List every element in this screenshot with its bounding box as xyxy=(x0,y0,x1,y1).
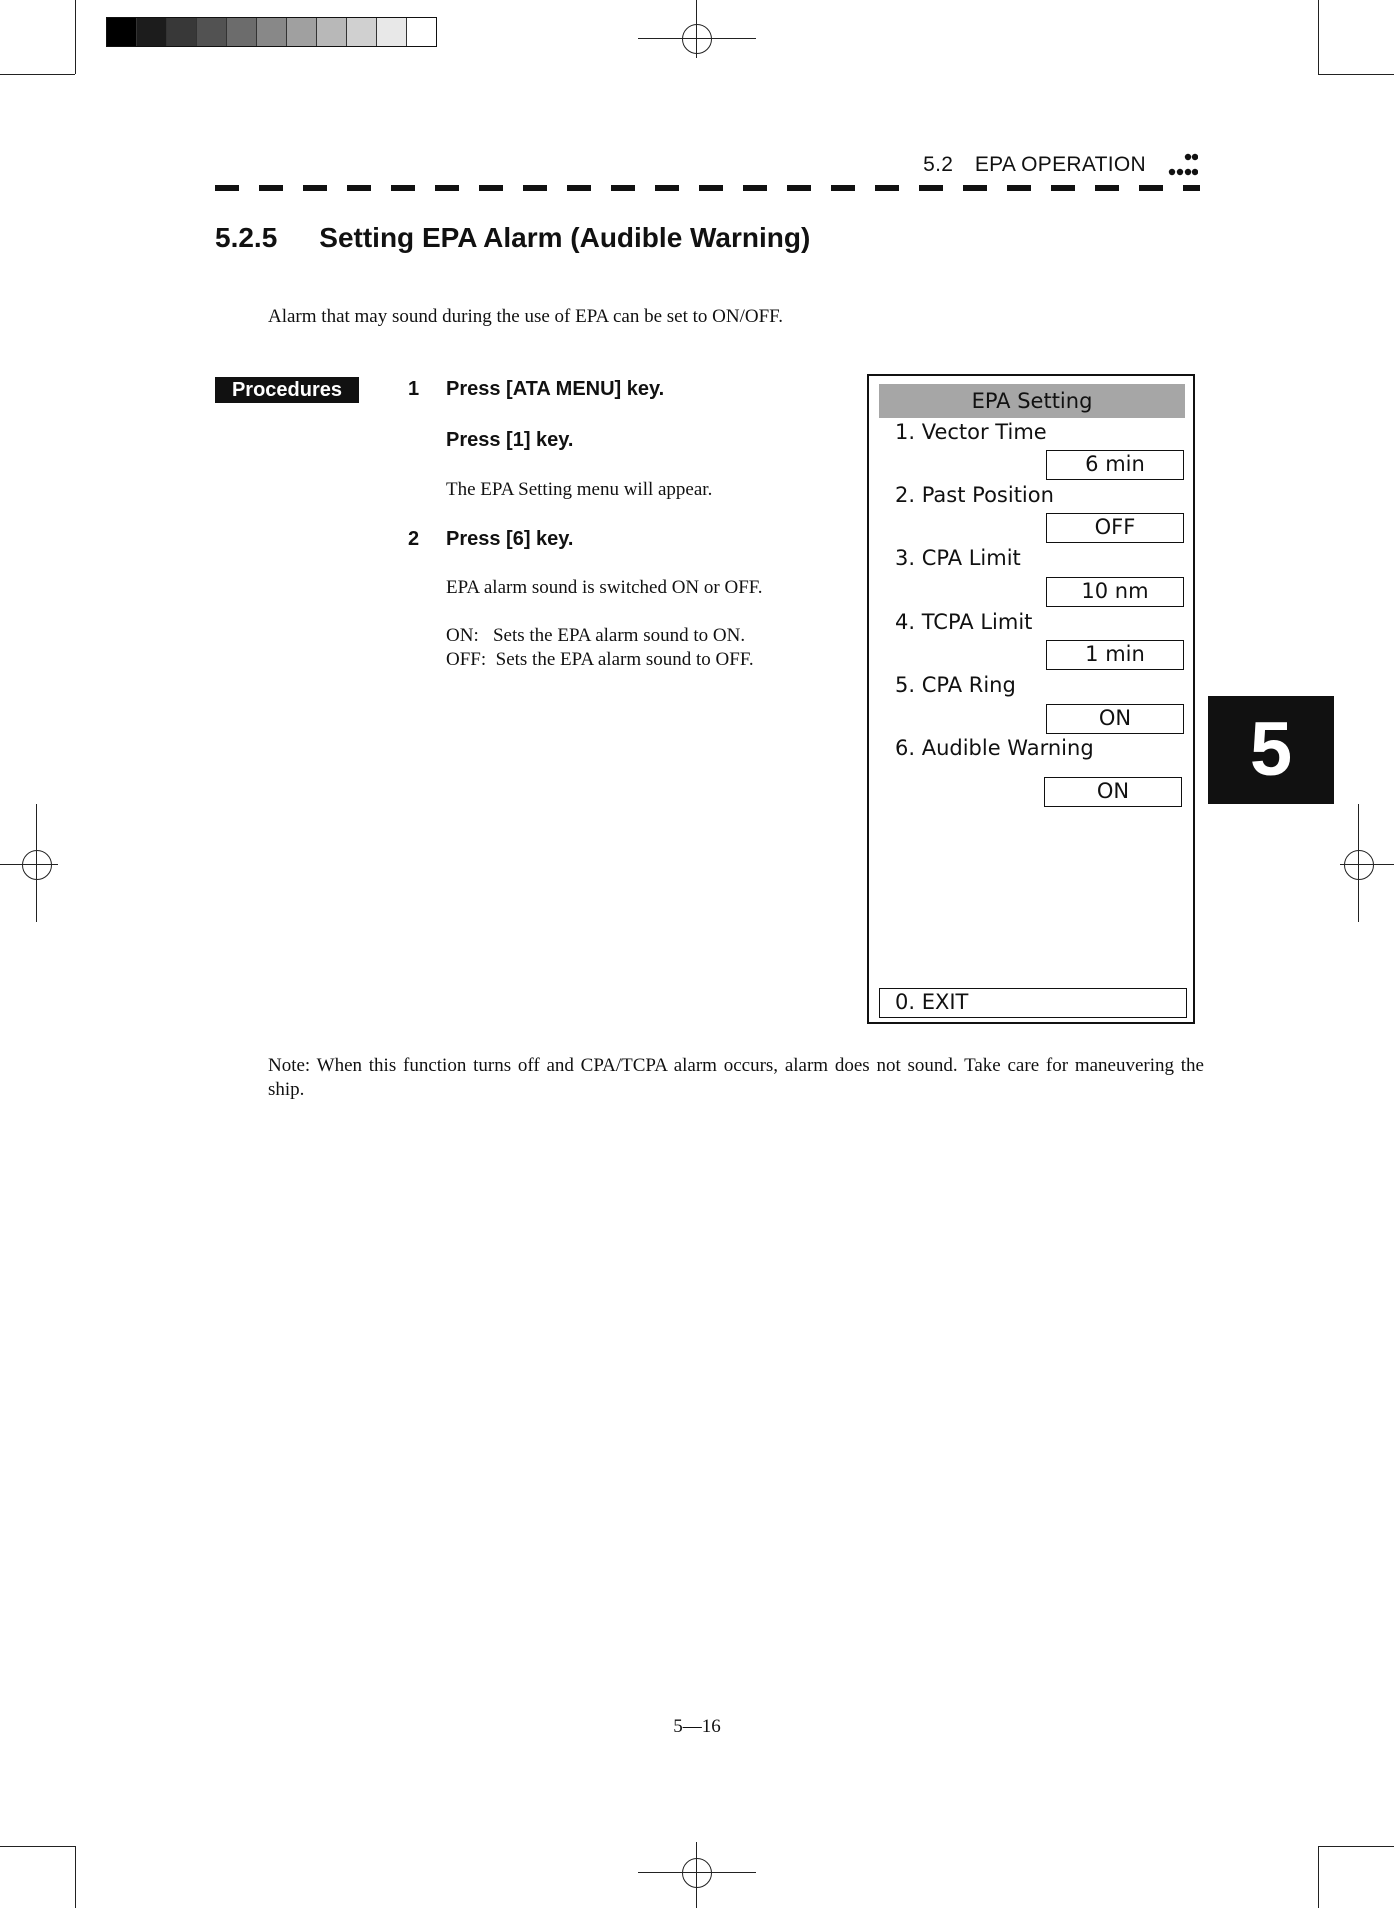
section-title: 5.2.5 Setting EPA Alarm (Audible Warning) xyxy=(215,222,811,253)
header-section-ref: 5.2 EPA OPERATION xyxy=(923,153,1146,176)
gray-scale-bar xyxy=(106,17,437,47)
step-1-number: 1 xyxy=(408,378,420,400)
menu-item-cpa-ring[interactable]: 5. CPA Ring xyxy=(895,673,1016,697)
chapter-tab: 5 xyxy=(1208,696,1334,804)
menu-item-tcpa-limit[interactable]: 4. TCPA Limit xyxy=(895,610,1033,634)
procedures-label: Procedures xyxy=(215,377,359,403)
section-intro: Alarm that may sound during the use of EPA can be set to ON/OFF. xyxy=(268,306,783,327)
step-2-title: Press [6] key. xyxy=(446,528,574,550)
menu-item-vector-time[interactable]: 1. Vector Time xyxy=(895,420,1047,444)
step-2-text: EPA alarm sound is switched ON or OFF. xyxy=(446,577,763,598)
step-1-subtitle: Press [1] key. xyxy=(446,429,574,451)
step-2-on-line: ON: Sets the EPA alarm sound to ON. xyxy=(446,625,746,646)
menu-value-cpa-ring[interactable]: ON xyxy=(1046,704,1184,734)
menu-item-past-position[interactable]: 2. Past Position xyxy=(895,483,1054,507)
menu-item-audible-warning[interactable]: 6. Audible Warning xyxy=(895,736,1094,760)
header-dashed-rule xyxy=(215,185,1200,191)
menu-value-past-position[interactable]: OFF xyxy=(1046,513,1184,543)
step-1-title: Press [ATA MENU] key. xyxy=(446,378,665,400)
menu-item-cpa-limit[interactable]: 3. CPA Limit xyxy=(895,546,1021,570)
menu-title: EPA Setting xyxy=(879,384,1185,418)
page-number: 5—16 xyxy=(673,1716,721,1737)
step-2-number: 2 xyxy=(408,528,420,550)
menu-value-vector-time[interactable]: 6 min xyxy=(1046,450,1184,480)
epa-setting-menu xyxy=(867,374,1195,1024)
menu-exit-item[interactable]: 0. EXIT xyxy=(879,988,1187,1018)
menu-value-tcpa-limit[interactable]: 1 min xyxy=(1046,640,1184,670)
step-1-text: The EPA Setting menu will appear. xyxy=(446,479,713,500)
menu-value-audible-warning[interactable]: ON xyxy=(1044,777,1182,807)
note-text: Note: When this function turns off and CPA/TCPA alarm occurs, alarm does not sound. Take care for maneuvering the ship. xyxy=(268,1055,1204,1100)
menu-value-cpa-limit[interactable]: 10 nm xyxy=(1046,577,1184,607)
header-dots-icon xyxy=(1168,152,1198,182)
step-2-off-line: OFF: Sets the EPA alarm sound to OFF. xyxy=(446,649,754,670)
